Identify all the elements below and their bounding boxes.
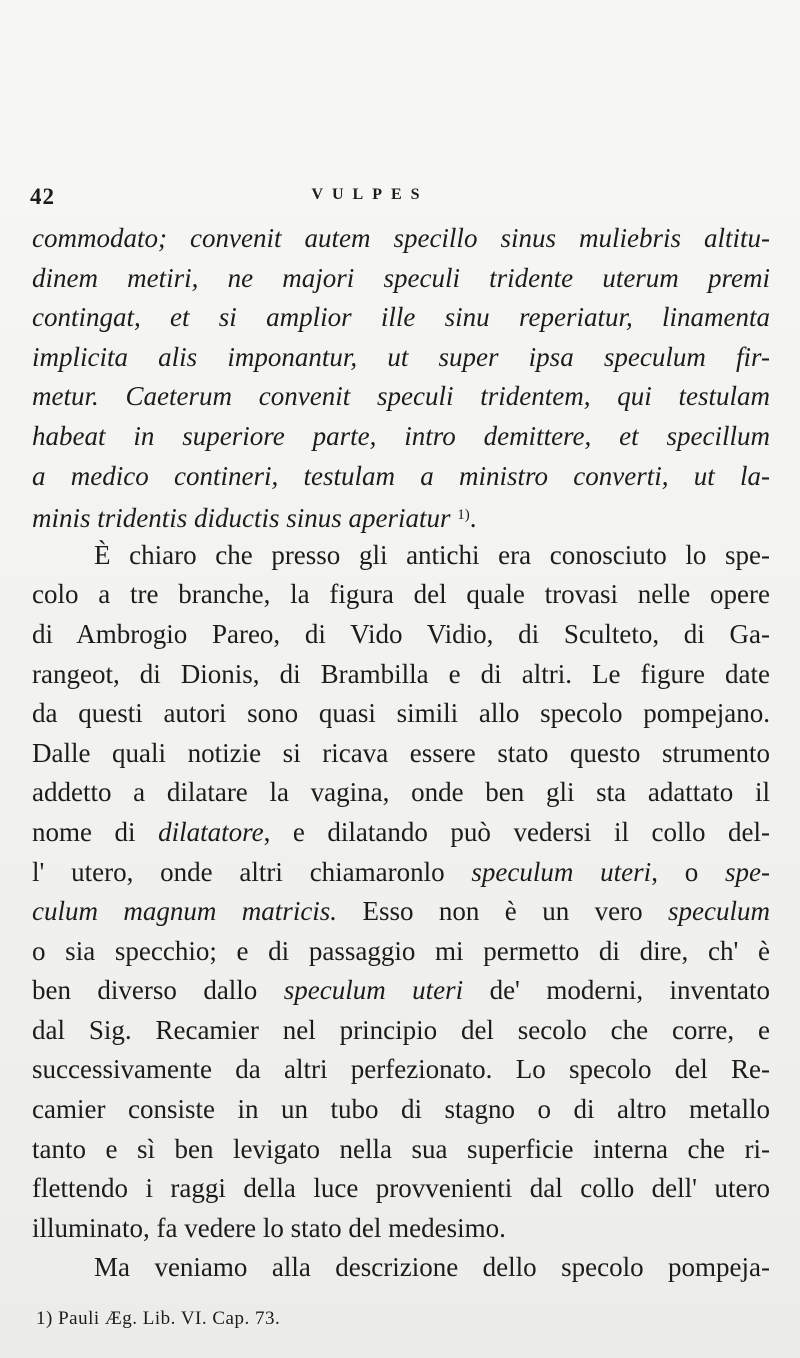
text-line [32,615,770,655]
text-line [32,377,770,417]
footnote: 1) Pauli Æg. Lib. VI. Cap. 73. [36,1308,281,1329]
text-line [32,496,770,536]
text-run: spe- [725,856,770,887]
text-run: Ma veniamo alla descrizione dello specolo pompeja- [94,1252,770,1283]
text-line [32,1130,770,1170]
text-run: addetto a dilatare la vagina, onde ben gli sta adattato il [32,777,770,808]
text-line [32,219,770,259]
text-run: o sia specchio; e di passaggio mi permetto di dire, ch' è [32,935,770,966]
footnote-reference: 1) [457,507,470,524]
text-run: nome di [32,816,159,847]
text-run: illuminato, fa vedere lo stato del medesimo. [32,1212,506,1243]
text-run: dilatatore [158,816,264,847]
text-line [32,773,770,813]
page-number: 42 [30,184,55,209]
text-run: habeat in superiore parte, intro demittere, et specillum [32,420,770,451]
text-run: colo a tre branche, la figura del quale trovasi nelle opere [32,579,770,610]
text-line [32,971,770,1011]
text-line [32,892,770,932]
body-text [32,219,770,1288]
text-line [32,694,770,734]
text-run: da questi autori sono quasi simili allo specolo pompejano. [32,698,770,729]
text-run: di Ambrogio Pareo, di Vido Vidio, di Sculteto, di Ga- [32,618,770,649]
text-line [32,932,770,972]
text-line [32,1209,770,1249]
text-run: culum magnum matricis. [32,896,338,927]
text-run: flettendo i raggi della luce provvenienti dal collo dell' utero [32,1173,770,1204]
text-run: successivamente da altri perfezionato. Lo specolo del Re- [32,1054,770,1085]
text-run: de' moderni, inventato [463,975,770,1006]
text-line [32,417,770,457]
text-run: dal Sig. Recamier nel principio del secolo che corre, e [32,1014,770,1045]
text-run: speculum uteri [471,856,652,887]
text-run: È chiaro che presso gli antichi era conosciuto lo spe- [94,539,770,570]
text-run: metur. Caeterum convenit speculi tridentem, qui testulam [32,381,770,412]
text-run: . [469,503,477,534]
text-line [32,457,770,497]
text-run: a medico contineri, testulam a ministro converti, ut la- [32,460,770,491]
text-line [32,655,770,695]
text-run: implicita alis imponantur, ut super ipsa speculum fir- [32,341,770,372]
page-header [30,184,770,214]
text-line [32,1169,770,1209]
text-run: minis tridentis diductis sinus aperiatur [32,503,451,534]
text-run: dinem metiri, ne majori speculi tridente uterum premi [32,262,770,293]
text-line [32,734,770,774]
text-run: camier consiste in un tubo di stagno o di altro metallo [32,1094,770,1125]
text-run: speculum [668,896,770,927]
text-run: commodato; convenit autem specillo sinus muliebris altitu- [32,223,770,253]
text-line [32,853,770,893]
text-line [32,338,770,378]
running-title: VULPES [311,186,429,203]
text-line [32,1090,770,1130]
text-run: Dalle quali notizie si ricava essere stato questo strumento [32,737,770,768]
text-run: ben diverso dallo [32,975,284,1006]
text-run: speculum uteri [283,975,464,1006]
text-run: l' utero, onde altri chiamaronlo [32,856,472,887]
text-run: , o [651,856,726,887]
text-line [32,813,770,853]
text-line [32,298,770,338]
text-run: tanto e sì ben levigato nella sua superficie interna che ri- [32,1133,770,1164]
text-line [32,536,770,576]
text-run: rangeot, di Dionis, di Brambilla e di altri. Le figure date [32,658,770,689]
text-line [32,1050,770,1090]
text-line [32,575,770,615]
text-line [32,259,770,299]
text-line [32,1011,770,1051]
text-run: contingat, et si amplior ille sinu reperiatur, linamenta [32,302,770,333]
text-line [32,1248,770,1288]
text-run: , e dilatando può vedersi il collo del- [263,816,770,847]
text-run: Esso non è un vero [337,896,669,927]
